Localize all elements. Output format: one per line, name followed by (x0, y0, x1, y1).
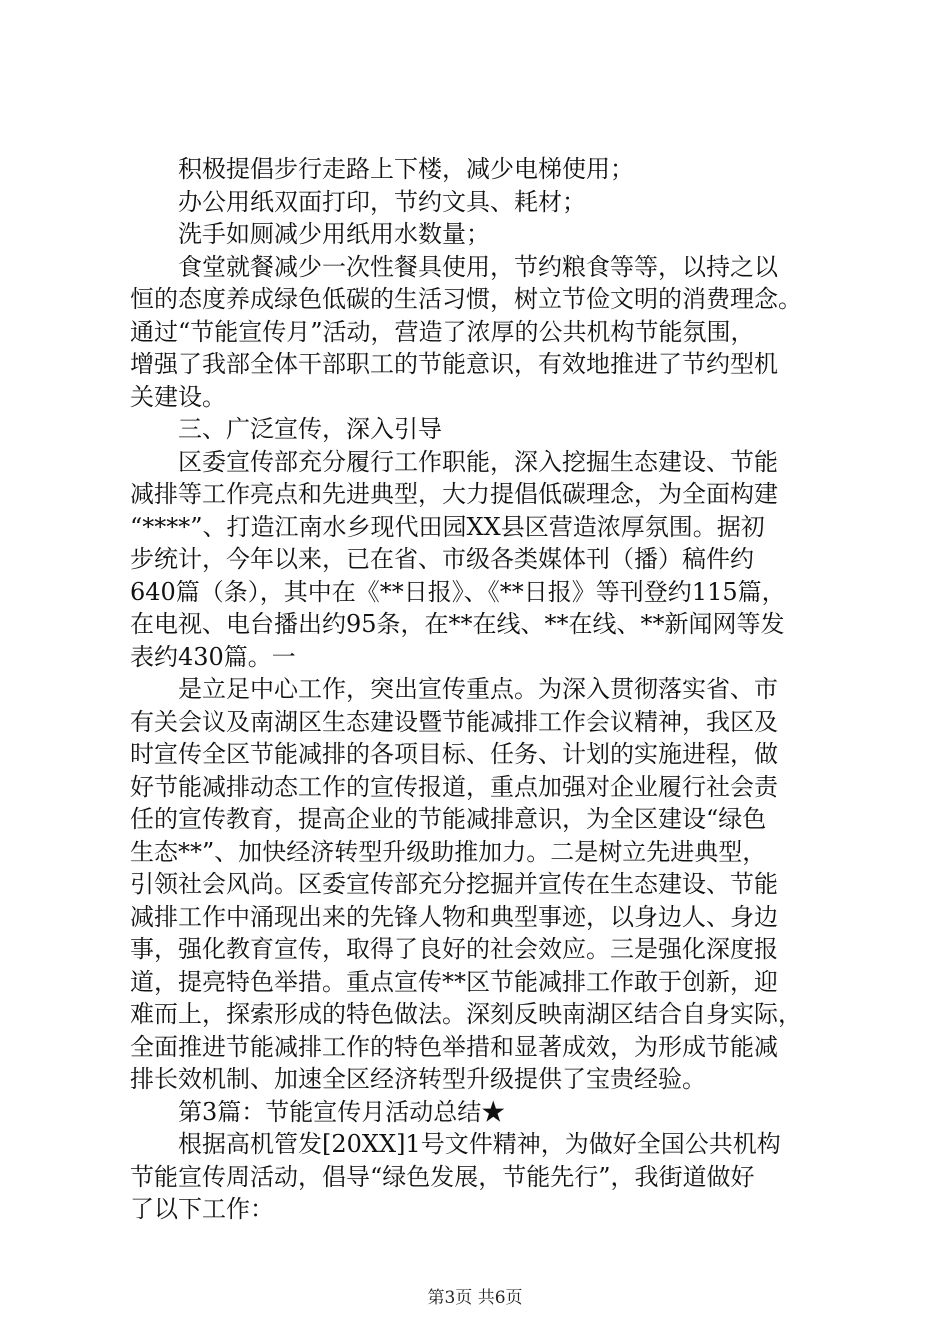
text-line: 任的宣传教育，提高企业的节能减排意识，为全区建设“绿色 (130, 805, 767, 833)
text-line: 办公用纸双面打印，节约文具、耗材； (178, 187, 586, 216)
text-line: 难而上，探索形成的特色做法。深刻反映南湖区结合自身实际， (130, 1000, 802, 1028)
text-line: 节能宣传周活动，倡导“绿色发展，节能先行”，我街道做好 (130, 1162, 755, 1191)
text-line: 是立足中心工作，突出宣传重点。为深入贯彻落实省、市 (178, 675, 778, 703)
text-line: 积极提倡步行走路上下楼，减少电梯使用； (178, 155, 634, 183)
text-line: 洗手如厕减少用纸用水数量； (178, 220, 490, 248)
text-line: 引领社会风尚。区委宣传部充分挖掘并宣传在生态建设、节能 (130, 870, 778, 898)
text-line: 了以下工作： (130, 1195, 274, 1223)
text-line: 步统计，今年以来，已在省、市级各类媒体刊（播）稿件约 (130, 545, 754, 573)
document-body (130, 153, 830, 1226)
text-line: 有关会议及南湖区生态建设暨节能减排工作会议精神，我区及 (130, 707, 778, 736)
text-line: 减排等工作亮点和先进典型，大力提倡低碳理念，为全面构建 (130, 480, 778, 508)
article-heading: 第3篇：节能宣传月活动总结★ (178, 1097, 506, 1126)
text-line: 表约430篇。一 (130, 642, 296, 671)
text-line: 时宣传全区节能减排的各项目标、任务、计划的实施进程，做 (130, 740, 778, 768)
text-line: 通过“节能宣传月”活动，营造了浓厚的公共机构节能氛围， (130, 317, 755, 346)
text-line: “****”、打造江南水乡现代田园XX县区营造浓厚氛围。据初 (130, 512, 765, 541)
text-line: 根据高机管发[20XX]1号文件精神，为做好全国公共机构 (178, 1130, 781, 1158)
page-number-footer: 第3页 共6页 (427, 1288, 523, 1308)
section-heading: 三、广泛宣传，深入引导 (178, 415, 442, 443)
text-line: 区委宣传部充分履行工作职能，深入挖掘生态建设、节能 (178, 447, 778, 476)
text-line: 食堂就餐减少一次性餐具使用，节约粮食等等，以持之以 (178, 252, 778, 281)
text-line: 640篇（条），其中在《**日报》、《**日报》等刊登约115篇， (130, 577, 786, 606)
text-line: 在电视、电台播出约95条，在**在线、**在线、**新闻网等发 (130, 610, 785, 638)
text-line: 减排工作中涌现出来的先锋人物和典型事迹，以身边人、身边 (130, 902, 778, 931)
text-line: 全面推进节能减排工作的特色举措和显著成效，为形成节能减 (130, 1032, 778, 1061)
text-line: 排长效机制、加速全区经济转型升级提供了宝贵经验。 (130, 1065, 706, 1093)
text-line: 事，强化教育宣传，取得了良好的社会效应。三是强化深度报 (130, 935, 778, 963)
text-line: 好节能减排动态工作的宣传报道，重点加强对企业履行社会责 (130, 772, 778, 801)
text-line: 生态**”、加快经济转型升级助推加力。二是树立先进典型， (130, 837, 767, 866)
text-line: 道，提亮特色举措。重点宣传**区节能减排工作敢于创新，迎 (130, 967, 778, 996)
text-line: 增强了我部全体干部职工的节能意识，有效地推进了节约型机 (130, 350, 778, 378)
text-line: 恒的态度养成绿色低碳的生活习惯，树立节俭文明的消费理念。 (130, 285, 802, 313)
text-line: 关建设。 (130, 382, 226, 411)
